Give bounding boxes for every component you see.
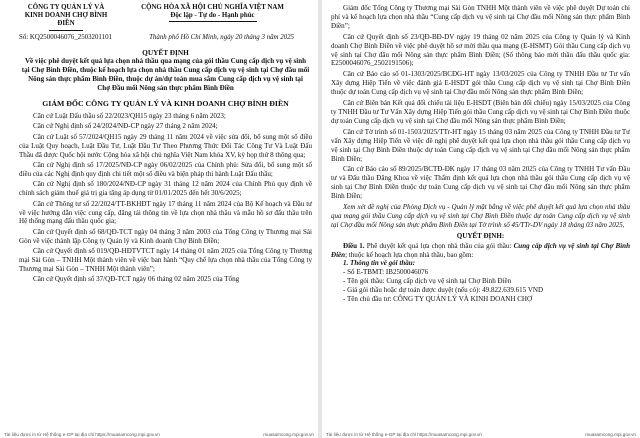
footer-site: muasamcong.mpi.gov.vn	[585, 432, 636, 437]
package-info-line: - Số E-TBMT: IB2500046076	[343, 268, 429, 277]
issuer-heading: GIÁM ĐỐC CÔNG TY QUẢN LÝ VÀ KINH DOANH CHỢ BÌNH ĐIỀN	[42, 99, 289, 109]
legal-basis-paragraph: Căn cứ Nghị định số 180/2024/NĐ-CP ngày 31 tháng 12 năm 2024 của Chính Phủ quy định về chính sách giảm thuế giá trị gia tăng áp dụng từ 01/01/2025 đến hết 30/6/2025;	[19, 180, 312, 198]
article-1-text: Phê duyệt kết quả lựa chọn nhà thầu của gói thầu:	[364, 241, 514, 250]
legal-basis-paragraph: Căn cứ Tờ trình số 01-1503/2025/TTr-HT ngày 15 tháng 03 năm 2025 của Công ty TNHH Đầu tư Tư vấn Xây dựng Hiệp Tiến về việc đề nghị phê duyệt kết quả lựa chọn nhà thầu gói thầu Cung cấp dịch vụ vệ sinh tại Chợ Bình Điền thuộc dự toán Cung cấp dịch vụ vệ sinh tại Chợ đầu mối Nông sản thực phẩm Bình Điền;	[331, 127, 630, 163]
article-1-label: Điều 1.	[343, 241, 365, 250]
page-footer	[322, 432, 640, 437]
footer-site: muasamcong.mpi.gov.vn	[263, 432, 314, 437]
legal-basis-paragraph: Căn cứ Báo cáo số 89/2025/BCTĐ-ĐK ngày 17 tháng 03 năm 2025 của Công ty TNHH Tư vấn Đầu tư và Đấu thầu Đăng Khoa về việc Thẩm định kết quả lựa chọn nhà thầu gói thầu Cung cấp dịch vụ vệ sinh tại Chợ Bình Điền thuộc dự toán Cung cấp dịch vụ vệ sinh tại Chợ đầu mối Nông sản thực phẩm Bình Điền;	[331, 165, 630, 201]
article-1-package: Cung cấp dịch vụ vệ sinh tại Chợ Bình Điền	[331, 241, 630, 259]
legal-basis-paragraph: Căn cứ Luật Đấu thầu số 22/2023/QH15 ngày 23 tháng 6 năm 2023;	[33, 111, 226, 120]
legal-basis-paragraph: Căn cứ Nghị định số 24/2024/NĐ-CP ngày 27 tháng 2 năm 2024;	[33, 122, 218, 131]
motto-underline	[169, 21, 257, 22]
agency-underline	[49, 30, 83, 31]
issuing-agency	[19, 4, 113, 31]
nation-name: CỘNG HÒA XÃ HỘI CHỦ NGHĨA VIỆT NAM	[141, 4, 284, 11]
legal-basis-paragraph: Giám đốc Tổng Công ty Thương mại Sài Gòn TNHH Một thành viên về việc phê duyệt Dự toán chi phí và kế hoạch lựa chọn nhà thầu “Cung cấp dịch vụ vệ sinh tại Chợ đầu mối Nông sản thực phẩm Bình Điền”;	[331, 4, 630, 30]
document-subject: Về việc phê duyệt kết quả lựa chọn nhà thầu qua mạng của gói thầu Cung cấp dịch vụ vệ sinh tại Chợ Bình Điền, thuộc kế hoạch lựa chọn nhà thầu Cung cấp dịch vụ vệ sinh tại Chợ đầu mối Nông sản thực phẩm Bình Điền, thuộc dự án/dự toán mua sắm Cung cấp dịch vụ vệ sinh tại Chợ Đầu mối Nông sản thực phẩm Bình Điền	[21, 57, 310, 93]
legal-basis-paragraph: Căn cứ Báo cáo số 01-1303/2025/BCĐG-HT ngày 13/03/2025 của Công ty TNHH Đầu tư Tư vấn Xây dựng Hiệp Tiến về việc đánh giá E-HSDT gói thầu Cung cấp dịch vụ vệ sinh tại Chợ Bình Điền thuộc dự toán Cung cấp dịch vụ vệ sinh tại Chợ đầu mối Nông sản thực phẩm Bình Điền;	[331, 70, 630, 97]
legal-basis-paragraph: Căn cứ Quyết định số 68/QĐ-TCT ngày 04 tháng 3 năm 2003 của Tổng Công ty Thương mại Sài Gòn về việc thành lập Công ty Quản lý và Kinh doanh Chợ Bình Điền;	[19, 227, 312, 245]
document-page-right	[322, 0, 640, 438]
footer-note: Tài liệu được in từ Hệ thống e-GP tại địa chỉ https://muasamcong.mpi.gov.vn	[326, 432, 482, 437]
legal-basis-paragraph: Căn cứ Biên bản Kết quả đối chiếu tài liệu E-HSDT (Biên bản đối chiếu) ngày 15/03/2025 của Công ty TNHH Đầu tư Tư Vấn Xây dựng Hiệp Tiến gói thầu Cung cấp dịch vụ vệ sinh tại Chợ Bình Điền thuộc dự toán Cung cấp dịch vụ vệ sinh tại Chợ đầu mối Nông sản thực phẩm Bình Điền;	[331, 99, 630, 125]
legal-basis-paragraph: Căn cứ Quyết định số 23/QĐ-BĐ-DV ngày 19 tháng 02 năm 2025 của Công ty Quản lý và Kinh doanh Chợ Bình Điền về việc phê duyệt hồ sơ mời thầu qua mạng (E-HSMT) Gói thầu Cung cấp dịch vụ vệ sinh tại Chợ đầu mối Nông sản thực phẩm Bình Điền; (Số thông báo mời thầu đấu thầu quốc gia: E2500046076_2502191506);	[331, 32, 630, 68]
recital-paragraph: Xem xét đề nghị của Phòng Dịch vụ - Quản lý mặt bằng về việc phê duyệt kết quả lựa chọn nhà thầu qua mạng gói thầu Cung cấp dịch vụ vệ sinh tại Chợ Bình Điền thuộc dự toán Cung cấp dịch vụ vệ sinh tại Chợ đầu mối Nông sản thực phẩm Bình Điền tại Tờ trình số 45/TTr-DV ngày 18 tháng 03 năm 2025,	[331, 203, 630, 229]
package-info-line: - Tên chủ đầu tư: CÔNG TY QUẢN LÝ VÀ KINH DOANH CHỢ	[343, 295, 533, 304]
legal-basis-list	[19, 112, 312, 284]
legal-basis-paragraph: Căn cứ Nghị định số 17/2025/NĐ-CP ngày 06/02/2025 của Chính phủ: Sửa đổi, bổ sung một số điều của các Nghị định quy định chi tiết một số điều và biện pháp thi hành Luật Đấu thầu;	[19, 160, 312, 178]
legal-basis-paragraph: Căn cứ Thông tư số 22/2024/TT-BKHĐT ngày 17 tháng 11 năm 2024 của Bộ Kế hoạch và Đầu tư về việc hướng dẫn việc cung cấp, đăng tải thông tin về lựa chọn nhà thầu và mẫu hồ sơ đấu thầu trên Hệ thống mạng đấu thầu quốc gia;	[19, 199, 312, 226]
document-meta	[19, 34, 312, 43]
document-title: QUYẾT ĐỊNH	[142, 47, 189, 57]
package-info-line: - Tên gói thầu: Cung cấp dịch vụ vệ sinh tại Chợ Bình Điền	[343, 277, 512, 286]
article-1-tail: ; thuộc kế hoạch lựa chọn nhà thầu, bao gồm:	[345, 250, 474, 259]
agency-name: CÔNG TY QUẢN LÝ VÀ KINH DOANH CHỢ BÌNH ĐIỀN	[24, 4, 108, 28]
legal-basis-paragraph: Căn cứ Luật số 57/2024/QH15 ngày 29 tháng 11 năm 2024 về việc sửa đổi, bổ sung một số điều của Luật Quy hoạch, Luật Đầu Tư, Luật Đầu Tư Theo Phương Thức Đối Tác Công Tư Và Luật Đấu Thầu đã được Quốc hội nước Cộng hòa xã hội chủ nghĩa Việt Nam khóa XV, kỳ họp thứ 8 thông qua;	[19, 132, 312, 159]
document-header	[19, 4, 312, 31]
national-motto: Độc lập - Tự do - Hạnh phúc	[170, 12, 255, 20]
document-number: Số: KQ2500046076_2503201101	[19, 33, 112, 41]
package-info-line: - Giá gói thầu hoặc dự toán được duyệt (nếu có): 49.822.639.615 VND	[343, 286, 544, 295]
legal-basis-paragraph: Căn cứ Quyết định số 019/QĐ-HĐTVTCT ngày 14 tháng 01 năm 2025 của Tổng Công ty Thương mại Sài Gòn – TNHH Một thành viên về việc ban hành “Quy chế lựa chọn nhà thầu của Tổng Công ty Thương mại Sài Gòn – TNHH Một thành viên”;	[19, 247, 312, 273]
document-page-left	[0, 0, 318, 438]
package-info-heading: 1. Thông tin về gói thầu:	[343, 259, 416, 268]
legal-basis-paragraph: Căn cứ Quyết định số 37/QĐ-TCT ngày 06 tháng 02 năm 2025 của Tổng	[33, 275, 240, 284]
national-title	[113, 4, 312, 31]
page-footer	[0, 432, 318, 437]
decides-heading: QUYẾT ĐỊNH:	[456, 231, 505, 240]
article-1	[331, 242, 630, 260]
place-date: Thành phố Hồ Chí Minh, ngày 20 tháng 3 năm 2025	[149, 33, 294, 41]
footer-note: Tài liệu được in từ Hệ thống e-GP tại địa chỉ https://muasamcong.mpi.gov.vn	[4, 432, 160, 437]
legal-basis-continued	[331, 4, 630, 201]
